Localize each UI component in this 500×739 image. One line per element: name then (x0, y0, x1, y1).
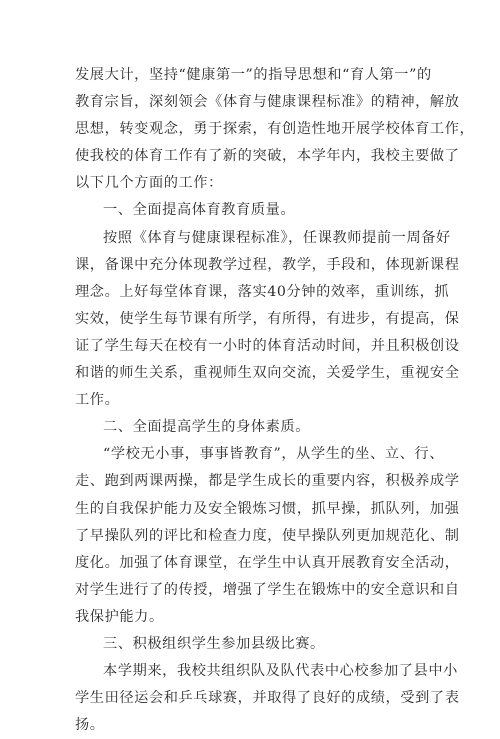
text-line: 对学生进行了的传授，增强了学生在锻炼中的安全意识和自 (75, 581, 460, 598)
text-line: 理念。上好每堂体育课，落实40分钟的效率，重训练，抓 (75, 283, 450, 300)
text-line: 思想，转变观念，勇于探索，有创造性地开展学校体育工作， (75, 121, 475, 138)
text-line: 证了学生每天在校有一小时的体育活动时间，并且积极创设 (75, 337, 460, 354)
text-line: 课，备课中充分体现教学过程，教学，手段和，体现新课程 (75, 256, 460, 273)
text-line: 我保护能力。 (75, 608, 164, 625)
text-line: 走、跑到两课两操，都是学生成长的重要内容，积极养成学 (75, 473, 460, 490)
text-line: 教育宗旨，深刻领会《体育与健康课程标准》的精神，解放 (75, 94, 460, 111)
text-line: 生的自我保护能力及安全锻炼习惯，抓早操，抓队列，加强 (75, 500, 460, 517)
text-line: 实效，使学生每节课有所学，有所得，有进步，有提高，保 (75, 310, 460, 327)
text-line: 了早操队列的评比和检查力度，使早操队列更加规范化、制 (75, 527, 460, 544)
text-line: 使我校的体育工作有了新的突破，本学年内，我校主要做了 (75, 148, 460, 165)
text-line: 学生田径运会和乒乓球赛，并取得了良好的成绩，受到了表 (75, 690, 460, 707)
text-line: 以下几个方面的工作： (75, 175, 223, 192)
text-line: 和谐的师生关系，重视师生双向交流，关爱学生，重视安全 (75, 365, 460, 382)
text-line: 工作。 (75, 392, 120, 409)
text-line: 本学期来，我校共组织队及队代表中心校参加了县中小 (103, 663, 458, 680)
text-line: 三、积极组织学生参加县级比赛。 (103, 635, 325, 652)
text-line: “学校无小事，事事皆教育”，从学生的坐、立、行、 (103, 446, 445, 463)
text-line: 扬。 (75, 717, 105, 734)
document-body (75, 62, 475, 739)
text-line: 一、全面提高体育教育质量。 (103, 202, 296, 219)
text-line: 发展大计，坚持“健康第一”的指导思想和“育人第一”的 (75, 67, 432, 83)
text-line: 二、全面提高学生的身体素质。 (103, 419, 311, 436)
text-line: 按照《体育与健康课程标准》，任课教师提前一周备好 (103, 229, 451, 246)
text-line: 度化。加强了体育课堂，在学生中认真开展教育安全活动， (75, 554, 460, 571)
